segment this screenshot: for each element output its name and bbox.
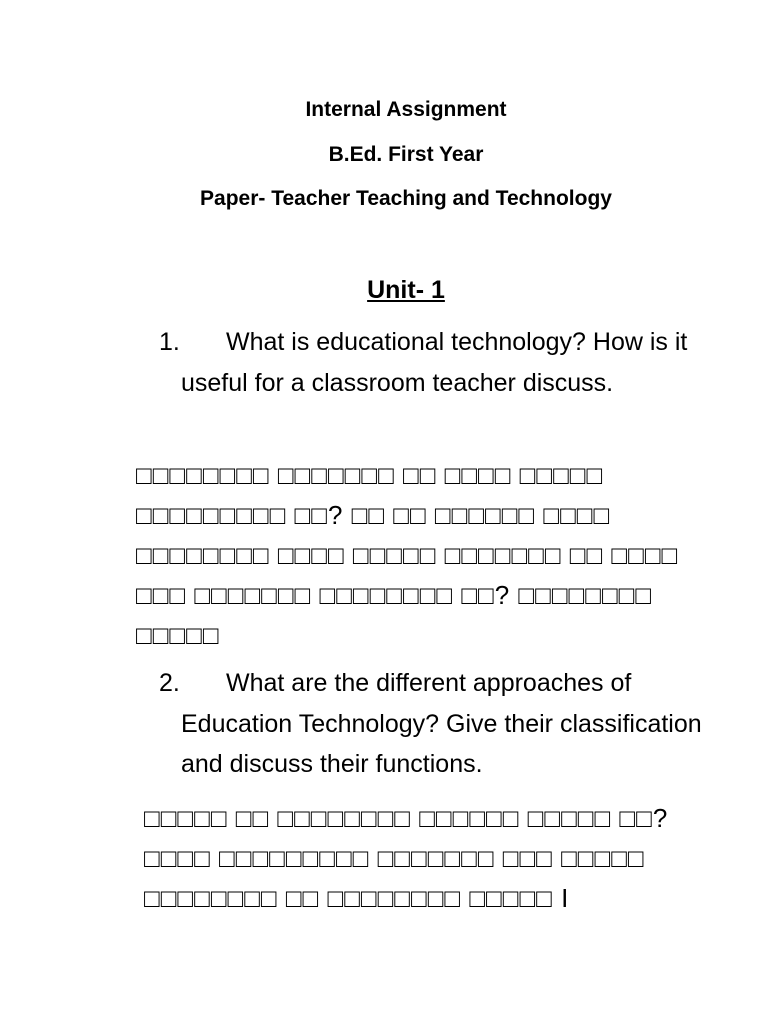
- question-2: [159, 663, 741, 785]
- question-number: 1.: [159, 328, 180, 356]
- question-1-hindi-text: □□□□□□□□ □□□□□□□ □□ □□□□ □□□□□ □□□□□□□□□ □□? □□ □□ □□□□□□ □□□□ □□□□□□□□ □□□□ □□□□□ □□□□□□□ □□ □□□□ □□□ □□□□□□□ □□□□□□□□ □□? □□□□□□□□ □□□□□: [136, 460, 679, 650]
- course-name: B.Ed. First Year: [328, 143, 484, 166]
- question-1: [159, 322, 741, 403]
- paper-title: Paper- Teacher Teaching and Technology: [200, 187, 612, 210]
- question-text: What is educational technology? How is it useful for a classroom teacher discuss.: [181, 328, 688, 397]
- assignment-title: Internal Assignment: [305, 98, 507, 121]
- question-number: 2.: [159, 669, 180, 697]
- question-2-hindi-text: □□□□□ □□ □□□□□□□□ □□□□□□ □□□□□ □□? □□□□ □□□□□□□□□ □□□□□□□ □□□ □□□□□ □□□□□□□□ □□ □□□□□□□□ □□□□□ I: [144, 803, 669, 913]
- question-text: What are the different approaches of Education Technology? Give their classification and discuss their functions.: [181, 669, 702, 778]
- unit-heading: Unit- 1: [367, 276, 445, 304]
